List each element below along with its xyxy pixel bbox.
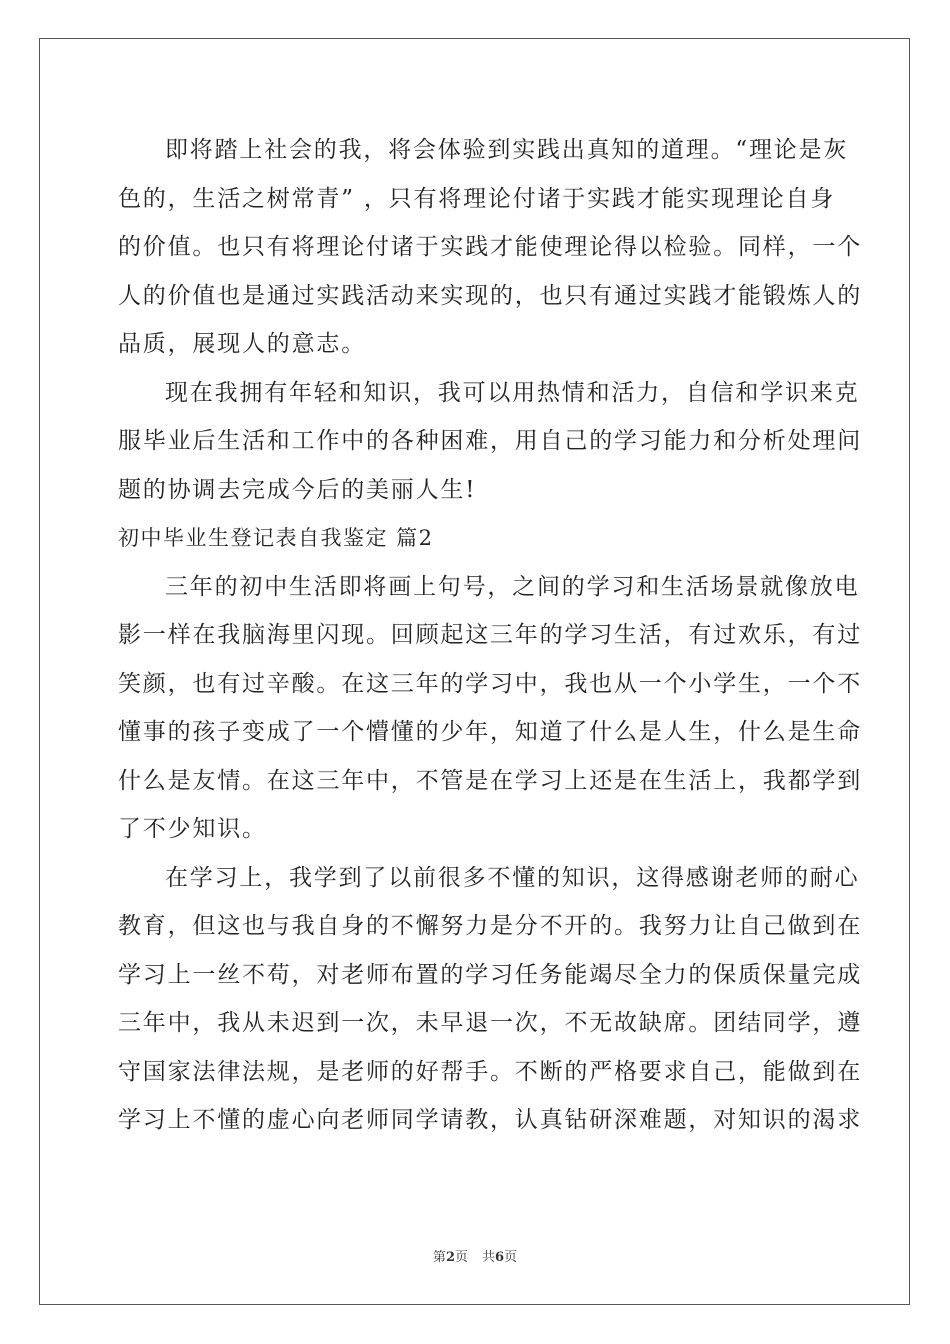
document-body bbox=[118, 126, 862, 1145]
paragraph-line: 什么是友情。在这三年中，不管是在学习上还是在生活上，我都学到 bbox=[118, 767, 862, 794]
paragraph-line: 守国家法律法规，是老师的好帮手。不断的严格要求自己，能做到在 bbox=[118, 1058, 862, 1085]
paragraph-line: 色的，生活之树常青” ，只有将理论付诸于实践才能实现理论自身 bbox=[118, 185, 836, 212]
page-number bbox=[433, 1250, 468, 1265]
page-suffix: 页 bbox=[454, 1250, 468, 1265]
total-suffix: 页 bbox=[504, 1250, 518, 1265]
paragraph-line: 三年的初中生活即将画上句号，之间的学习和生活场景就像放电 bbox=[165, 573, 860, 600]
paragraph-line: 学习上不懂的虚心向老师同学请教，认真钻研深难题，对知识的渴求 bbox=[118, 1107, 862, 1133]
page-footer bbox=[0, 1246, 950, 1265]
paragraph-line: 教育，但这也与我自身的不懈努力是分不开的。我努力让自己做到在 bbox=[118, 913, 862, 939]
paragraph-line: 人的价值也是通过实践活动来实现的，也只有通过实践才能锻炼人的 bbox=[118, 282, 862, 309]
paragraph-line: 笑颜，也有过辛酸。在这三年的学习中，我也从一个小学生，一个不 bbox=[118, 670, 862, 697]
paragraph-line: 了不少知识。 bbox=[118, 816, 267, 842]
paragraph-line: 在学习上，我学到了以前很多不懂的知识，这得感谢老师的耐心 bbox=[165, 864, 860, 891]
paragraph-line: 题的协调去完成今后的美丽人生! bbox=[118, 476, 477, 503]
paragraph-line: 懂事的孩子变成了一个懵懂的少年，知道了什么是人生，什么是生命 bbox=[118, 719, 862, 745]
total-pages: 6 bbox=[495, 1250, 505, 1265]
page-prefix: 第 bbox=[432, 1250, 446, 1265]
paragraph-line: 即将踏上社会的我，将会体验到实践出真知的道理。“理论是灰 bbox=[165, 137, 849, 163]
current-page: 2 bbox=[445, 1250, 455, 1265]
paragraph-line: 现在我拥有年轻和知识，我可以用热情和活力，自信和学识来克 bbox=[165, 379, 860, 406]
total-prefix: 共 bbox=[482, 1250, 496, 1265]
section-heading: 初中毕业生登记表自我鉴定 篇2 bbox=[118, 526, 434, 550]
paragraph-line: 品质，展现人的意志。 bbox=[118, 331, 366, 357]
paragraph-line: 服毕业后生活和工作中的各种困难，用自己的学习能力和分析处理问 bbox=[118, 428, 862, 454]
paragraph-line: 影一样在我脑海里闪现。回顾起这三年的学习生活，有过欢乐，有过 bbox=[118, 622, 862, 648]
page-total bbox=[482, 1250, 517, 1265]
paragraph-line: 三年中，我从未迟到一次，未早退一次，不无故缺席。团结同学，遵 bbox=[118, 1010, 862, 1036]
paragraph-line: 学习上一丝不苟，对老师布置的学习任务能竭尽全力的保质保量完成 bbox=[118, 961, 862, 988]
paragraph-line: 的价值。也只有将理论付诸于实践才能使理论得以检验。同样，一个 bbox=[118, 234, 862, 260]
